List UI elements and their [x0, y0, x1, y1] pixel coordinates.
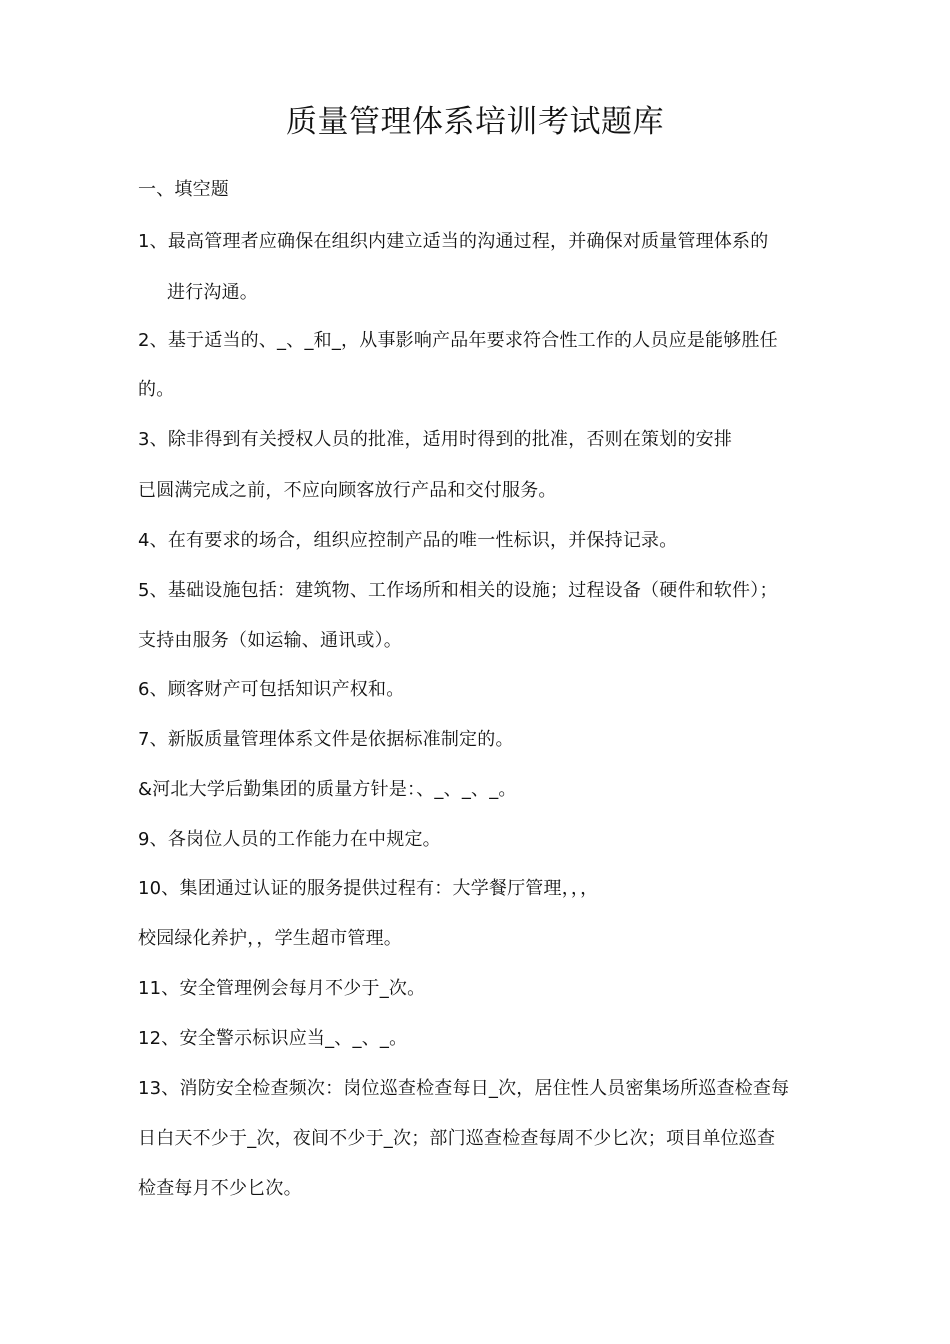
question-line: 9、各岗位人员的工作能力在中规定。 — [138, 829, 441, 850]
question-line: 10、集团通过认证的服务提供过程有：大学餐厅管理，，， — [138, 878, 599, 899]
question-line: 日白天不少于_次，夜间不少于_次；部门巡查检查每周不少匕次；项目单位巡查 — [138, 1128, 776, 1149]
question-line: 4、在有要求的场合，组织应控制产品的唯一性标识，并保持记录。 — [138, 530, 678, 551]
question-line: 进行沟通。 — [167, 282, 258, 303]
question-line: 1、最高管理者应确保在组织内建立适当的沟通过程，并确保对质量管理体系的 — [138, 231, 769, 252]
question-line: 5、基础设施包括：建筑物、工作场所和相关的设施；过程设备（硬件和软件）； — [138, 580, 778, 601]
question-line: 6、顾客财产可包括知识产权和。 — [138, 679, 405, 700]
question-line: 校园绿化养护，，学生超市管理。 — [138, 928, 402, 949]
section-heading: 一、填空题 — [138, 179, 229, 200]
question-line: 12、安全警示标识应当_、_、_。 — [138, 1028, 408, 1049]
question-line: 检查每月不少匕次。 — [138, 1178, 302, 1199]
question-line: 3、除非得到有关授权人员的批准，适用时得到的批准，否则在策划的安排 — [138, 429, 733, 450]
question-line: 7、新版质量管理体系文件是依据标准制定的。 — [138, 729, 514, 750]
question-line: 2、基于适当的、_、_和_，从事影响产品年要求符合性工作的人员应是能够胜任 — [138, 330, 778, 351]
question-line: 13、消防安全检查频次：岗位巡查检查每日_次，居住性人员密集场所巡查检查每 — [138, 1078, 790, 1099]
question-line: 11、安全管理例会每月不少于_次。 — [138, 978, 426, 999]
question-line: 已圆满完成之前，不应向顾客放行产品和交付服务。 — [138, 480, 557, 501]
page-title: 质量管理体系培训考试题库 — [286, 104, 664, 140]
question-line: &河北大学后勤集团的质量方针是：、_、_、_。 — [138, 779, 517, 800]
question-line: 支持由服务（如运输、通讯或）。 — [138, 630, 402, 651]
question-line: 的。 — [138, 379, 175, 400]
